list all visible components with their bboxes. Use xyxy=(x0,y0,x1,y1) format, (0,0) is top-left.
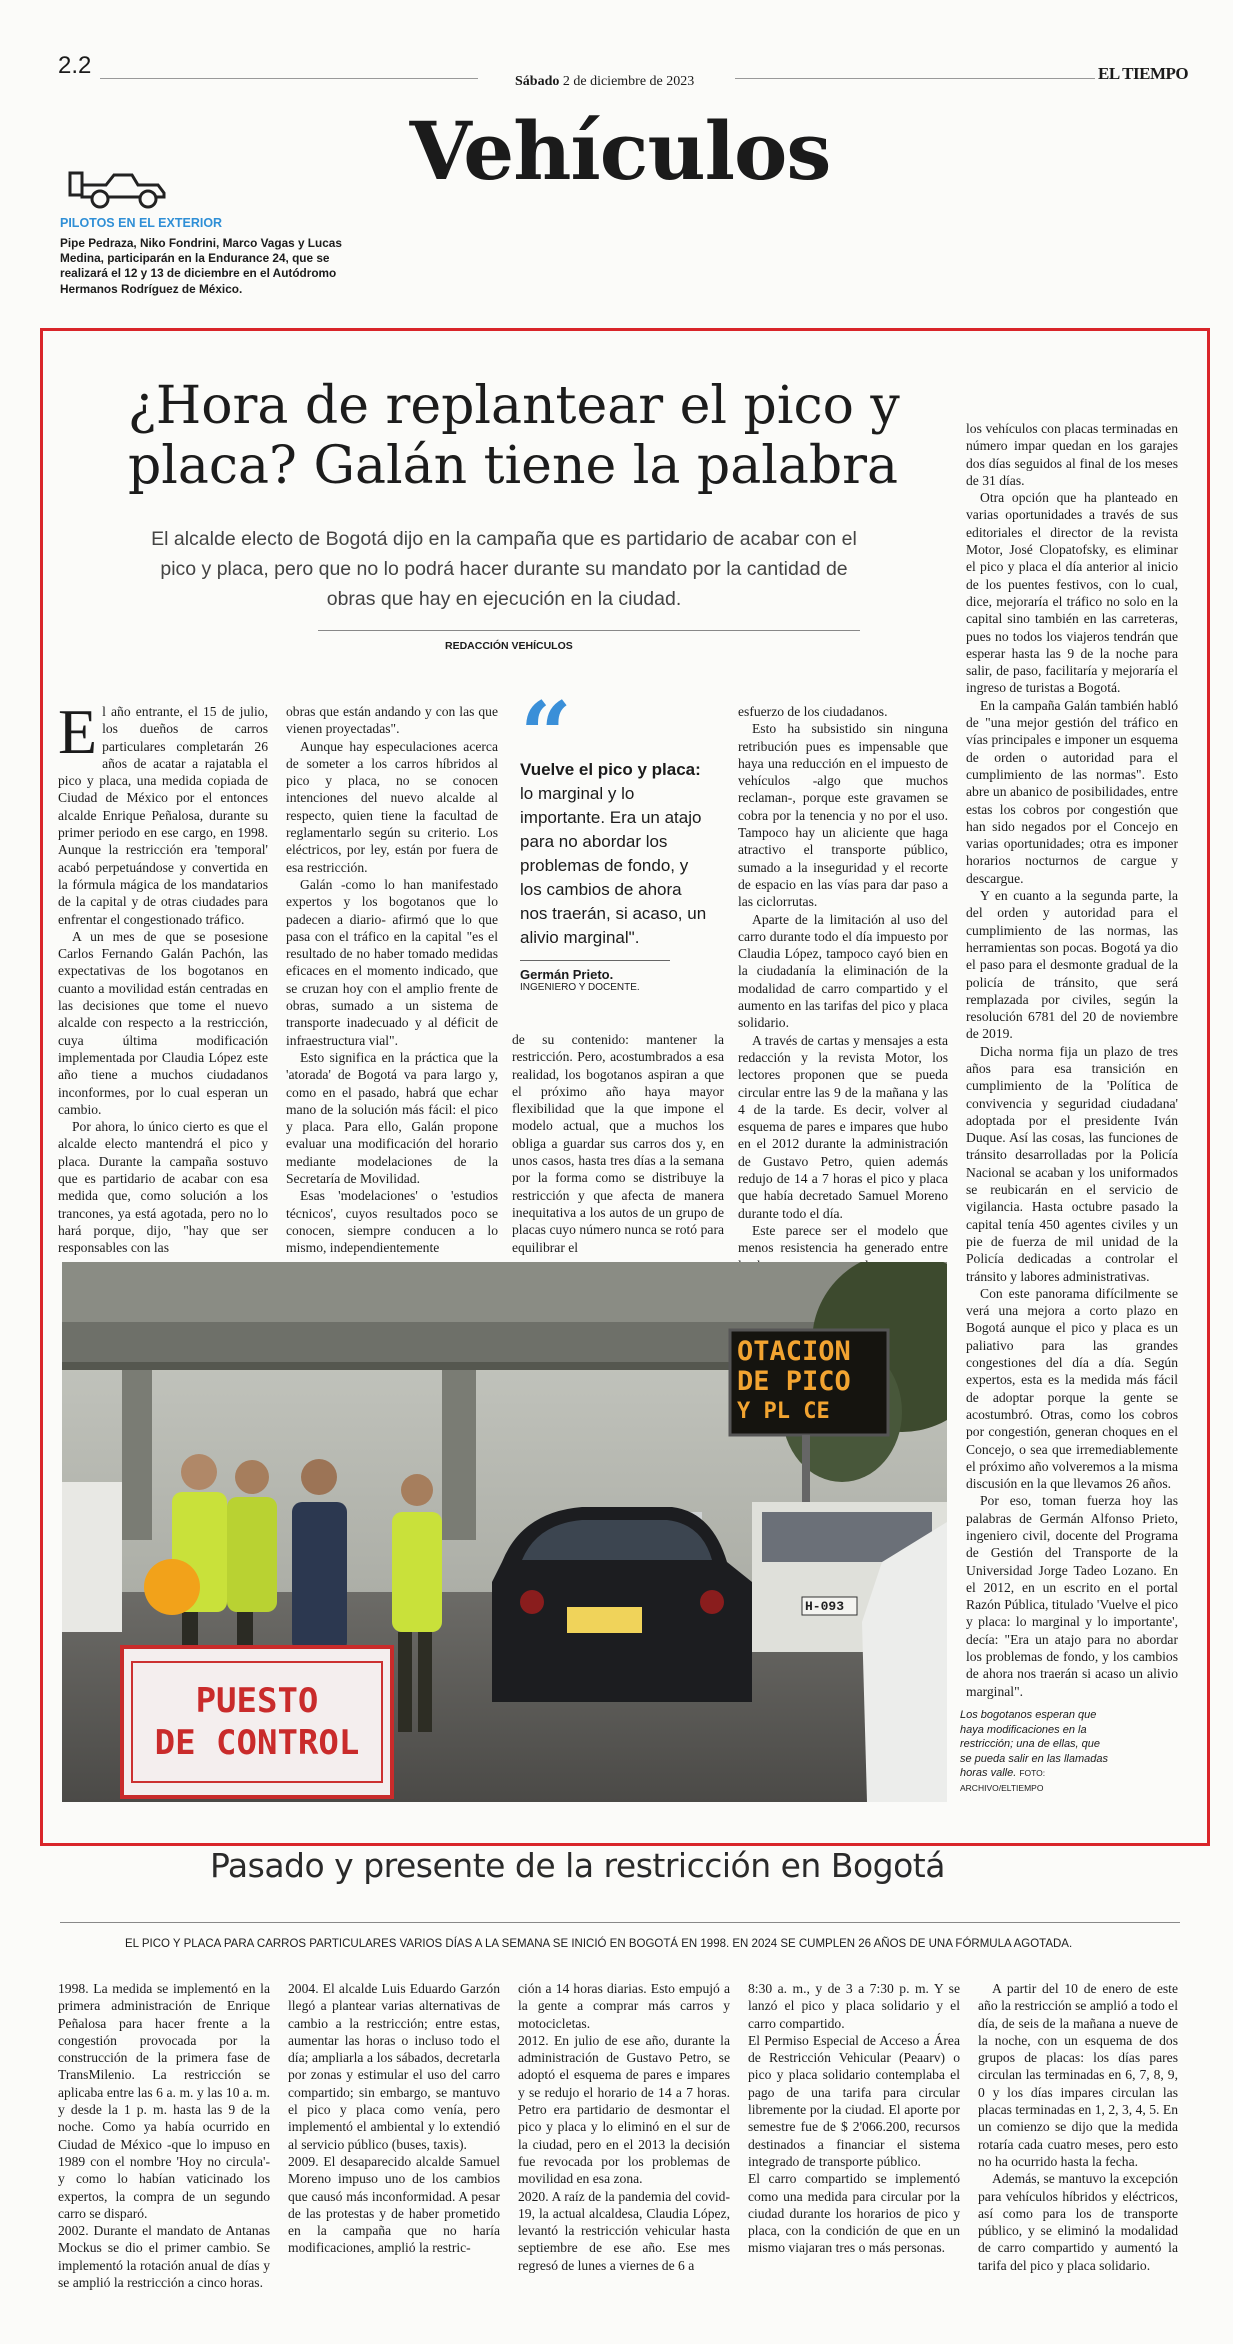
led-sign-line-2: DE PICO xyxy=(737,1366,851,1397)
led-sign-line-3: Y PL CE xyxy=(737,1399,830,1424)
paragraph: esfuerzo de los ciudadanos. xyxy=(738,704,888,719)
paragraph: Dicha norma fija un plazo de tres años para esa transición en cumplimiento de la 'Política de convivencia y seguridad ciudadana' adoptada por el presidente Iván Duque. Así las cosas, las funciones de tránsito desarrolladas por la Policía Nacional se acaban y los uniformados se reubicarán en el servicio de vigilancia. Hasta octubre pasado la capital tenía 450 agentes civiles y un pie de fuerza de mil unidad de la Policía dedicadas a controlar el tránsito y labores administrativas. xyxy=(966,1043,1178,1284)
bus-plate: H-093 xyxy=(805,1599,845,1614)
article-photo xyxy=(62,1262,947,1802)
date-rest: 2 de diciembre de 2023 xyxy=(562,74,695,89)
quote-author: Germán Prieto. xyxy=(520,967,614,982)
paragraph: Este parece ser el modelo que menos resistencia ha generado entre xyxy=(738,1222,948,1256)
paragraph: los vehículos con placas terminadas en número impar quedan en los garajes dos días seguidos al final de los meses de 31 días. xyxy=(966,421,1178,488)
history-col-1 xyxy=(58,1980,270,2291)
history-col-5 xyxy=(978,1980,1178,2274)
article-col-2 xyxy=(286,703,498,1257)
article-col-3 xyxy=(512,1031,724,1256)
paragraph: A través de cartas y mensajes a esta redacción y la revista Motor, los lectores proponen que se pueda circular entre las 9 de la mañana y las 4 de la tarde. Es decir, volver al esquema de pares e impares que hubo en el 2012 durante la administración de Gustavo Petro, quien además redujo de 14 a 7 horas el pico y placa que había decretado Samuel Moreno durante todo el día. xyxy=(738,1032,948,1221)
paragraph: 2004. El alcalde Luis Eduardo Garzón llegó a plantear varias alternativas de cambio a la restricción; entre estas, aumentar las horas o incluso todo el día; ampliarla a los sábados, decretarla por zonas y estimular el uso del carro compartido; sin embargo, se mantuvo el pico y placa como venía, pero implementó el ambiental y lo extendió al servicio público (buses, taxis). xyxy=(288,1981,500,2152)
paragraph: l año entrante, el 15 de julio, los dueños de carros particulares completarán 26 años de acatar a rajatabla el pico y placa, una medida copiada de Ciudad de México por el entonces alcalde Enrique Peñalosa, durante su primer periodo en ese cargo, en 1998. Aunque la restricción era 'temporal' acabó perpetuándose y convertida en la fórmula mágica de los mandatarios de la capital y de otras ciudades para enfrentar el congestionado tráfico. xyxy=(58,704,268,927)
history-title: Pasado y presente de la restricción en Bogotá xyxy=(210,1846,945,1885)
headline-line-2: placa? Galán tiene la palabra xyxy=(128,436,898,496)
article-deck: El alcalde electo de Bogotá dijo en la campaña que es partidario de acabar con el pico y placa, pero que no lo podrá hacer durante su mandato por la cantidad de obras que hay en ejecución en la ciudad. xyxy=(151,528,857,610)
paragraph: Esas 'modelaciones' o 'estudios técnicos', cuyos resultados poco se conocen, siempre conducen a lo mismo, independientemente xyxy=(286,1188,498,1256)
photo-credit: FOTO: ARCHIVO/ELTIEMPO xyxy=(960,1768,1046,1793)
control-barrier-sign xyxy=(128,1680,386,1764)
article-col-4 xyxy=(738,703,948,1274)
paper-name: EL TIEMPO xyxy=(1098,64,1189,83)
quote-title: Vuelve el pico y placa: xyxy=(520,760,701,779)
sidebar-text: Pipe Pedraza, Niko Fondrini, Marco Vagas y Lucas Medina, participarán en la Endurance 24, que se realizará el 12 y 13 de diciembre en el Autódromo Hermanos Rodríguez de México. xyxy=(60,236,342,296)
paragraph: 8:30 a. m., y de 3 a 7:30 p. m. Y se lanzó el pico y placa solidario y el carro compartido. xyxy=(748,1981,960,2031)
paragraph: 1998. La medida se implementó en la primera administración de Enrique Peñalosa para hacer frente a la congestión provocada por la construcción de la primera fase de TransMilenio. La restricción se aplicaba entre las 6 a. m. y las 10 a. m. y desde la 1 p. m. hasta las 9 de la noche. Como ya había ocurrido en Ciudad de México -que lo impuso en 1989 con el nombre 'Hoy no circula'- y como lo habían vaticinado los expertos, la compra de un segundo carro se disparó. xyxy=(58,1981,270,2221)
paragraph: Y en cuanto a la segunda parte, la del orden y autoridad para el cumplimiento de las normas, las herramientas son pocas. Bogotá ya dio el paso para el desmonte gradual de la policía de tránsito, que será remplazada por civiles, según la resolución 6781 del 20 de noviembre de 2019. xyxy=(966,888,1178,1042)
headline-line-1: ¿Hora de replantear el pico y xyxy=(128,376,900,436)
dropcap: E xyxy=(58,696,98,767)
history-col-4 xyxy=(748,1980,960,2257)
quote-mark-icon: “ xyxy=(520,682,572,788)
caption-text: Los bogotanos esperan que haya modificaciones en la restricción; una de ellas, que se pueda salir en las llamadas horas valle. xyxy=(960,1709,1108,1779)
pull-quote xyxy=(520,682,710,993)
paragraph: A partir del 10 de enero de este año la restricción se amplió a todo el día, de seis de la mañana a nueve de la noche, con un esquema de dos grupos de placas: los días pares circulan las terminadas en 6, 7, 8, 9, 0 y los días impares circulan las placas terminadas en 1, 2, 3, 4, 5. En un comienzo se dijo que la medida rotaría cada cuatro meses, pero esto no ha ocurrido hasta la fecha. xyxy=(978,1981,1178,2169)
paragraph: de su contenido: mantener la restricción. Pero, acostumbrados a esa realidad, los bogotanos aspiran a que el próximo año haya mayor flexibilidad que la que impone el modelo actual, que a muchos los obliga a guardar sus carros dos y, en unos casos, hasta tres días a la semana por la forma como se distribuye la restricción y que afecta de manera inequitativa a los autos de un grupo de placas cuyo número nunca se rotó para equilibrar el xyxy=(512,1032,724,1255)
paragraph: Además, se mantuvo la excepción para vehículos híbridos y eléctricos, así como para los de transporte público, y se eliminó la modalidad de carro compartido y aumentó la tarifa del pico y placa solidario. xyxy=(978,2171,1178,2273)
article-col-1 xyxy=(58,696,268,1257)
paragraph: Por ahora, lo único cierto es que el alcalde electo mantendrá el pico y placa. Durante la campaña sostuvo que es partidario de acabar con esa medida que, como solución a los trancones, ya está agotada, pero no lo hará porque, dijo, "hay que ser responsables con las xyxy=(58,1119,268,1256)
paragraph: Con este panorama difícilmente se verá una mejora a corto plazo en Bogotá aunque el pico y placa es un paliativo para las grandes congestiones del día a día. Según expertos, esta es la medida más fácil de adoptar porque la gente se acostumbró. Otras, como los cobros por congestión, generan choques en el Concejo, o sea que irremediablemente el próximo año volveremos a la misma discusión en la que llevamos 26 años. xyxy=(966,1285,1178,1492)
race-car-icon xyxy=(66,167,170,209)
paragraph: obras que están andando y con las que vienen proyectadas". xyxy=(286,704,498,737)
history-col-3 xyxy=(518,1980,730,2274)
barrier-line-2: DE CONTROL xyxy=(154,1723,360,1763)
led-sign xyxy=(737,1337,882,1427)
paragraph: El carro compartido se implementó como una medida para circular por la ciudad durante los horarios de pico y placa, con la condición de que en un mismo viajaran tres o más personas. xyxy=(748,2171,960,2256)
article-col-5 xyxy=(966,420,1178,1700)
paragraph: Galán -como lo han manifestado expertos y los bogotanos que lo padecen a diario- afirmó que lo que pasa con el tráfico en la capital "es el resultado de no haber tomado medidas eficaces en el momento indicado, que se cruzan hoy con el amplio frente de obras, sumado a un sistema de transporte inadecuado y al déficit de infraestructura vial". xyxy=(286,876,498,1048)
quote-text xyxy=(520,758,710,950)
date-day: Sábado xyxy=(515,74,560,89)
paragraph: El Permiso Especial de Acceso a Área de Restricción Vehicular (Peaarv) o pico y placa solidario contemplaba el pago de una tarifa para circular libremente por la ciudad. El aporte por semestre fue de $ 2'066.200, recursos destinados a financiar el sistema integrado de transporte público. xyxy=(748,2032,960,2169)
paragraph: 2020. A raíz de la pandemia del covid-19, la actual alcaldesa, Claudia López, levantó la restricción vehicular hasta septiembre de ese año. Ese mes regresó de lunes a viernes de 6 a xyxy=(518,2188,730,2273)
byline: REDACCIÓN VEHÍCULOS xyxy=(445,640,573,652)
paragraph: En la campaña Galán también habló de "una mejor gestión del tráfico en vías principales e imponer un esquema de orden o autoridad para el cumplimiento de las normas". Esto abre un abanico de posibilidades, entre estas los cobros por congestión que han sido negados por el Concejo en varias oportunidades; otra es imponer horarios nocturnos de cargue y descargue. xyxy=(966,697,1178,886)
paragraph: Aparte de la limitación al uso del carro durante todo el día impuesto por Claudia López, tampoco cayó bien en la ciudadanía la eliminación de la modalidad de carro compartido y el aumento en las tarifas del pico y placa solidario. xyxy=(738,911,948,1031)
section-title: Vehículos xyxy=(409,104,831,198)
paragraph: 2009. El desaparecido alcalde Samuel Moreno impuso uno de los cambios que causó más inconformidad. A pesar de las protestas y de haber prometido en la campaña que no haría modificaciones, amplió la restric- xyxy=(288,2153,500,2256)
history-subtitle: EL PICO Y PLACA PARA CARROS PARTICULARES VARIOS DÍAS A LA SEMANA SE INICIÓ EN BOGOTÁ EN 1998. EN 2024 SE CUMPLEN 26 AÑOS DE UNA FÓRMULA AGOTADA. xyxy=(125,1938,1073,1950)
photo-caption xyxy=(960,1708,1110,1795)
paragraph: Otra opción que ha planteado en varias oportunidades a través de sus editoriales el director de la revista Motor, José Clopatofsky, es eliminar el pico y placa el día anterior al inicio de los puentes festivos, con lo cual, dice, mejoraría el tráfico no solo en la capital sino también en las carreteras, pues no todos los viajeros tendrán que esperar hasta las 9 de la noche para salir, de paso, facilitaría y mejoraría el ingreso de turistas a Bogotá. xyxy=(966,490,1178,696)
paragraph: Por eso, toman fuerza hoy las palabras de Germán Alfonso Prieto, ingeniero civil, docente del Programa de Gestión del Transporte de la Universidad Jorge Tadeo Lozano. En el 2012, en un escrito en el portal Razón Pública, titulado 'Vuelve el pico y placa: lo marginal y lo importante', decía: "Era un atajo para no abordar los problemas de fondo, y los cambios de ahora nos traerán si acaso un alivio marginal". xyxy=(966,1493,1178,1699)
paragraph: Esto ha subsistido sin ninguna retribución pues es impensable que haya una reducción en el impuesto de vehículos -algo que muchos reclaman-, porque este gravamen se cobra por la tenencia y no por el uso. Tampoco hay un aliciente que haga atractivo el transporte público, sumado a la inseguridad y el recorte de espacio en las vías para dar paso a las ciclorrutas. xyxy=(738,721,948,910)
history-col-2 xyxy=(288,1980,500,2257)
led-sign-line-1: OTACION xyxy=(737,1336,851,1367)
page-number: 2.2 xyxy=(58,52,92,79)
quote-body: lo marginal y lo importante. Era un atajo para no abordar los problemas de fondo, y los cambios de ahora nos traerán, si acaso, un alivio marginal". xyxy=(520,784,707,947)
date-line xyxy=(515,74,694,90)
paragraph: ción a 14 horas diarias. Esto empujó a la gente a comprar más carros y motocicletas. xyxy=(518,1981,730,2031)
sidebar-kicker: PILOTOS EN EL EXTERIOR xyxy=(60,216,223,230)
paragraph: 2012. En julio de ese año, durante la administración de Gustavo Petro, se adoptó el esquema de pares e impares y se redujo el horario de 14 a 7 horas. Petro era partidario de desmontar el pico y placa y lo eliminó en el sur de la ciudad, pero en el 2013 la decisión fue revocada por los problemas de movilidad en esa zona. xyxy=(518,2032,730,2187)
barrier-line-1: PUESTO xyxy=(195,1681,319,1721)
article-headline xyxy=(128,376,928,496)
paragraph: Esto significa en la práctica que la 'atorada' de Bogotá va para largo y, como en el pasado, habrá que echar mano de la solución más fácil: el pico y placa. Para ello, Galán propone evaluar una modificación del horario mediante modelaciones de la Secretaría de Movilidad. xyxy=(286,1049,498,1187)
paragraph: 2002. Durante el mandato de Antanas Mockus se dio el primer cambio. Se implementó la rotación anual de días y se amplió la restricción a cinco horas. xyxy=(58,2223,270,2291)
paragraph: A un mes de que se posesione Carlos Fernando Galán Pachón, las expectativas de los bogotanos en cuanto a movilidad están centradas en las decisiones que tome el nuevo alcalde con respecto a la restricción, cuya última modificación implementada por Claudia López este año tiene a muchos ciudadanos inconformes, por lo cual esperan un cambio. xyxy=(58,928,268,1117)
paragraph: Aunque hay especulaciones acerca de someter a los carros híbridos al pico y placa, no se conocen intenciones del nuevo alcalde al respecto, quien tiene la facultad de reglamentarlo según su criterio. Los eléctricos, por ley, están por fuera de esa restricción. xyxy=(286,738,498,875)
quote-role: INGENIERO Y DOCENTE. xyxy=(520,982,640,993)
